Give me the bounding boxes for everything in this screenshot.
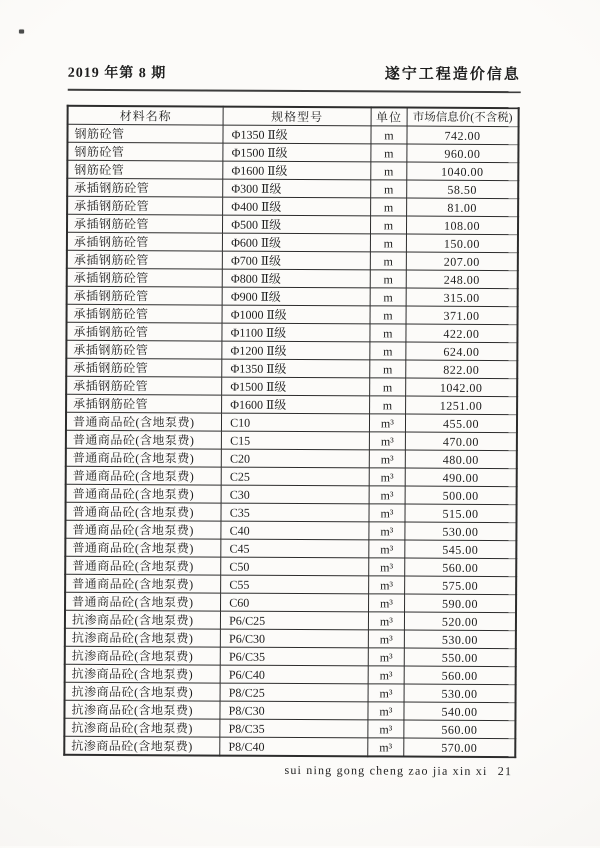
unit-cell: m bbox=[370, 216, 406, 234]
price-cell: 207.00 bbox=[406, 252, 518, 271]
column-header-material: 材料名称 bbox=[68, 106, 224, 125]
spec-cell: Φ1200 Ⅱ级 bbox=[222, 341, 370, 360]
table-row bbox=[65, 538, 516, 558]
spec-cell: C10 bbox=[222, 413, 370, 432]
column-header-unit: 单位 bbox=[371, 107, 407, 126]
price-cell: 455.00 bbox=[405, 414, 517, 433]
price-cell: 560.00 bbox=[404, 666, 516, 685]
material-name-cell: 承插钢筋砼管 bbox=[67, 268, 223, 287]
table-row bbox=[65, 556, 516, 576]
price-cell: 560.00 bbox=[404, 720, 516, 739]
unit-cell: m bbox=[370, 342, 406, 360]
table-row bbox=[67, 178, 518, 198]
price-cell: 570.00 bbox=[404, 738, 516, 757]
spec-cell: P8/C25 bbox=[220, 683, 368, 702]
price-cell: 540.00 bbox=[404, 702, 516, 721]
material-name-cell: 承插钢筋砼管 bbox=[66, 376, 222, 395]
spec-cell: Φ1100 Ⅱ级 bbox=[222, 323, 370, 342]
price-cell: 530.00 bbox=[404, 630, 516, 649]
material-name-cell: 普通商品砼(含地泵费) bbox=[65, 592, 221, 611]
material-name-cell: 抗渗商品砼(含地泵费) bbox=[64, 700, 220, 719]
table-row bbox=[67, 286, 518, 306]
price-cell: 575.00 bbox=[405, 576, 517, 595]
table-row bbox=[65, 574, 516, 594]
spec-cell: C60 bbox=[221, 593, 369, 612]
footer-pinyin-text: sui ning gong cheng zao jia xin xi bbox=[284, 762, 488, 778]
price-cell: 422.00 bbox=[406, 324, 518, 343]
material-name-cell: 普通商品砼(含地泵费) bbox=[66, 430, 222, 449]
material-name-cell: 钢筋砼管 bbox=[67, 160, 223, 179]
table-row bbox=[67, 160, 518, 180]
table-row bbox=[65, 502, 516, 522]
price-cell: 490.00 bbox=[405, 468, 517, 487]
spec-cell: Φ900 Ⅱ级 bbox=[222, 287, 370, 306]
material-name-cell: 承插钢筋砼管 bbox=[67, 214, 223, 233]
spec-cell: C30 bbox=[221, 485, 369, 504]
unit-cell: m bbox=[370, 324, 406, 342]
unit-cell: m bbox=[370, 288, 406, 306]
price-cell: 960.00 bbox=[407, 144, 519, 163]
unit-cell: m³ bbox=[369, 558, 405, 576]
material-name-cell: 抗渗商品砼(含地泵费) bbox=[65, 628, 221, 647]
table-row bbox=[64, 718, 515, 738]
spec-cell: Φ500 Ⅱ级 bbox=[223, 215, 371, 234]
unit-cell: m³ bbox=[368, 612, 404, 630]
journal-title: 遂宁工程造价信息 bbox=[384, 66, 521, 84]
table-row bbox=[66, 466, 517, 486]
price-cell: 248.00 bbox=[406, 270, 518, 289]
spec-cell: Φ600 Ⅱ级 bbox=[223, 233, 371, 252]
material-price-table bbox=[63, 105, 519, 758]
spec-cell: P6/C35 bbox=[220, 647, 368, 666]
spec-cell: C55 bbox=[221, 575, 369, 594]
material-name-cell: 普通商品砼(含地泵费) bbox=[66, 448, 222, 467]
material-name-cell: 普通商品砼(含地泵费) bbox=[65, 556, 221, 575]
material-name-cell: 抗渗商品砼(含地泵费) bbox=[64, 736, 220, 755]
price-cell: 1251.00 bbox=[406, 396, 518, 415]
unit-cell: m³ bbox=[369, 486, 405, 504]
table-row bbox=[66, 484, 517, 504]
price-cell: 742.00 bbox=[407, 126, 519, 145]
spec-cell: P6/C40 bbox=[220, 665, 368, 684]
price-cell: 530.00 bbox=[404, 684, 516, 703]
price-cell: 520.00 bbox=[404, 612, 516, 631]
spec-cell: Φ1500 Ⅱ级 bbox=[223, 143, 371, 162]
price-cell: 58.50 bbox=[407, 180, 519, 199]
spec-cell: P8/C40 bbox=[220, 737, 368, 756]
table-row bbox=[66, 340, 517, 360]
price-cell: 822.00 bbox=[406, 360, 518, 379]
table-row bbox=[67, 142, 518, 162]
unit-cell: m³ bbox=[369, 432, 405, 450]
column-header-price: 市场信息价(不含税) bbox=[407, 108, 519, 127]
price-cell: 1040.00 bbox=[407, 162, 519, 181]
page-header bbox=[68, 61, 521, 93]
price-cell: 150.00 bbox=[406, 234, 518, 253]
price-cell: 480.00 bbox=[405, 450, 517, 469]
table-row bbox=[66, 448, 517, 468]
spec-cell: C15 bbox=[222, 431, 370, 450]
price-cell: 315.00 bbox=[406, 288, 518, 307]
material-name-cell: 抗渗商品砼(含地泵费) bbox=[65, 610, 221, 629]
table-row bbox=[65, 628, 516, 648]
table-row bbox=[65, 682, 516, 702]
material-name-cell: 承插钢筋砼管 bbox=[66, 394, 222, 413]
unit-cell: m bbox=[371, 162, 407, 180]
spec-cell: Φ1350 Ⅱ级 bbox=[223, 125, 371, 144]
price-cell: 624.00 bbox=[406, 342, 518, 361]
spec-cell: C20 bbox=[221, 449, 369, 468]
spec-cell: C45 bbox=[221, 539, 369, 558]
spec-cell: Φ700 Ⅱ级 bbox=[222, 251, 370, 270]
unit-cell: m bbox=[370, 234, 406, 252]
price-cell: 1042.00 bbox=[406, 378, 518, 397]
spec-cell: P8/C35 bbox=[220, 719, 368, 738]
table-row bbox=[65, 592, 516, 612]
price-cell: 515.00 bbox=[405, 504, 517, 523]
issue-title: 2019 年第 8 期 bbox=[67, 65, 167, 82]
table-row bbox=[65, 646, 516, 666]
material-name-cell: 普通商品砼(含地泵费) bbox=[65, 520, 221, 539]
material-name-cell: 普通商品砼(含地泵费) bbox=[66, 466, 222, 485]
material-name-cell: 承插钢筋砼管 bbox=[67, 304, 223, 323]
unit-cell: m³ bbox=[369, 522, 405, 540]
material-name-cell: 承插钢筋砼管 bbox=[67, 178, 223, 197]
price-cell: 108.00 bbox=[406, 216, 518, 235]
spec-cell: C50 bbox=[221, 557, 369, 576]
material-name-cell: 普通商品砼(含地泵费) bbox=[66, 484, 222, 503]
page-footer bbox=[284, 763, 512, 779]
spec-cell: Φ800 Ⅱ级 bbox=[222, 269, 370, 288]
material-name-cell: 抗渗商品砼(含地泵费) bbox=[64, 718, 220, 737]
material-name-cell: 承插钢筋砼管 bbox=[67, 232, 223, 251]
unit-cell: m bbox=[371, 180, 407, 198]
table-row bbox=[66, 376, 517, 396]
price-cell: 560.00 bbox=[405, 558, 517, 577]
unit-cell: m³ bbox=[369, 450, 405, 468]
unit-cell: m bbox=[369, 378, 405, 396]
price-cell: 500.00 bbox=[405, 486, 517, 505]
table-row bbox=[67, 268, 518, 288]
table-row bbox=[67, 124, 518, 144]
unit-cell: m bbox=[370, 252, 406, 270]
unit-cell: m bbox=[370, 270, 406, 288]
price-cell: 371.00 bbox=[406, 306, 518, 325]
unit-cell: m bbox=[370, 306, 406, 324]
spec-cell: P6/C30 bbox=[221, 629, 369, 648]
unit-cell: m³ bbox=[368, 738, 404, 757]
unit-cell: m bbox=[369, 396, 405, 414]
table-row bbox=[64, 700, 515, 720]
unit-cell: m³ bbox=[369, 540, 405, 558]
column-header-spec: 规格型号 bbox=[223, 107, 371, 126]
unit-cell: m³ bbox=[369, 504, 405, 522]
page-number: 21 bbox=[497, 764, 513, 779]
table-row bbox=[67, 304, 518, 324]
material-name-cell: 抗渗商品砼(含地泵费) bbox=[65, 646, 221, 665]
price-cell: 550.00 bbox=[404, 648, 516, 667]
spec-cell: Φ1500 Ⅱ级 bbox=[222, 377, 370, 396]
material-name-cell: 承插钢筋砼管 bbox=[66, 340, 222, 359]
spec-cell: C25 bbox=[221, 467, 369, 486]
table-row bbox=[66, 430, 517, 450]
spec-cell: Φ300 Ⅱ级 bbox=[223, 179, 371, 198]
material-name-cell: 普通商品砼(含地泵费) bbox=[66, 412, 222, 431]
spec-cell: Φ1600 Ⅱ级 bbox=[222, 395, 370, 414]
spec-cell: Φ400 Ⅱ级 bbox=[223, 197, 371, 216]
unit-cell: m³ bbox=[369, 414, 405, 432]
table-row bbox=[67, 196, 518, 216]
unit-cell: m³ bbox=[368, 666, 404, 684]
spec-cell: Φ1000 Ⅱ级 bbox=[222, 305, 370, 324]
scan-speck-artifact bbox=[19, 30, 24, 34]
material-name-cell: 承插钢筋砼管 bbox=[67, 196, 223, 215]
material-name-cell: 承插钢筋砼管 bbox=[66, 322, 222, 341]
table-row bbox=[66, 322, 517, 342]
material-name-cell: 抗渗商品砼(含地泵费) bbox=[65, 664, 221, 683]
material-name-cell: 承插钢筋砼管 bbox=[67, 250, 223, 269]
table-row bbox=[66, 358, 517, 378]
spec-cell: C40 bbox=[221, 521, 369, 540]
unit-cell: m³ bbox=[368, 576, 404, 594]
table-header-row bbox=[68, 106, 519, 127]
material-name-cell: 钢筋砼管 bbox=[67, 124, 223, 143]
material-name-cell: 承插钢筋砼管 bbox=[66, 358, 222, 377]
spec-cell: P6/C25 bbox=[221, 611, 369, 630]
table-row bbox=[66, 394, 517, 414]
unit-cell: m³ bbox=[369, 468, 405, 486]
unit-cell: m³ bbox=[368, 648, 404, 666]
table-row bbox=[65, 664, 516, 684]
spec-cell: C35 bbox=[221, 503, 369, 522]
price-cell: 530.00 bbox=[405, 522, 517, 541]
table-row bbox=[65, 610, 516, 630]
unit-cell: m bbox=[370, 198, 406, 216]
table-row bbox=[66, 412, 517, 432]
table-row bbox=[65, 520, 516, 540]
table-row bbox=[64, 736, 515, 757]
unit-cell: m³ bbox=[368, 684, 404, 702]
material-name-cell: 普通商品砼(含地泵费) bbox=[65, 538, 221, 557]
price-cell: 470.00 bbox=[405, 432, 517, 451]
unit-cell: m³ bbox=[368, 594, 404, 612]
spec-cell: Φ1350 Ⅱ级 bbox=[222, 359, 370, 378]
price-cell: 81.00 bbox=[407, 198, 519, 217]
unit-cell: m³ bbox=[368, 630, 404, 648]
price-table-body bbox=[64, 124, 518, 757]
material-name-cell: 普通商品砼(含地泵费) bbox=[65, 502, 221, 521]
material-name-cell: 钢筋砼管 bbox=[67, 142, 223, 161]
material-name-cell: 承插钢筋砼管 bbox=[67, 286, 223, 305]
unit-cell: m bbox=[371, 126, 407, 144]
price-cell: 590.00 bbox=[404, 594, 516, 613]
material-name-cell: 抗渗商品砼(含地泵费) bbox=[65, 682, 221, 701]
unit-cell: m bbox=[371, 144, 407, 162]
spec-cell: Φ1600 Ⅱ级 bbox=[223, 161, 371, 180]
unit-cell: m bbox=[370, 360, 406, 378]
unit-cell: m³ bbox=[368, 702, 404, 720]
spec-cell: P8/C30 bbox=[220, 701, 368, 720]
unit-cell: m³ bbox=[368, 720, 404, 738]
material-name-cell: 普通商品砼(含地泵费) bbox=[65, 574, 221, 593]
table-row bbox=[67, 214, 518, 234]
table-row bbox=[67, 250, 518, 270]
price-cell: 545.00 bbox=[405, 540, 517, 559]
table-row bbox=[67, 232, 518, 252]
